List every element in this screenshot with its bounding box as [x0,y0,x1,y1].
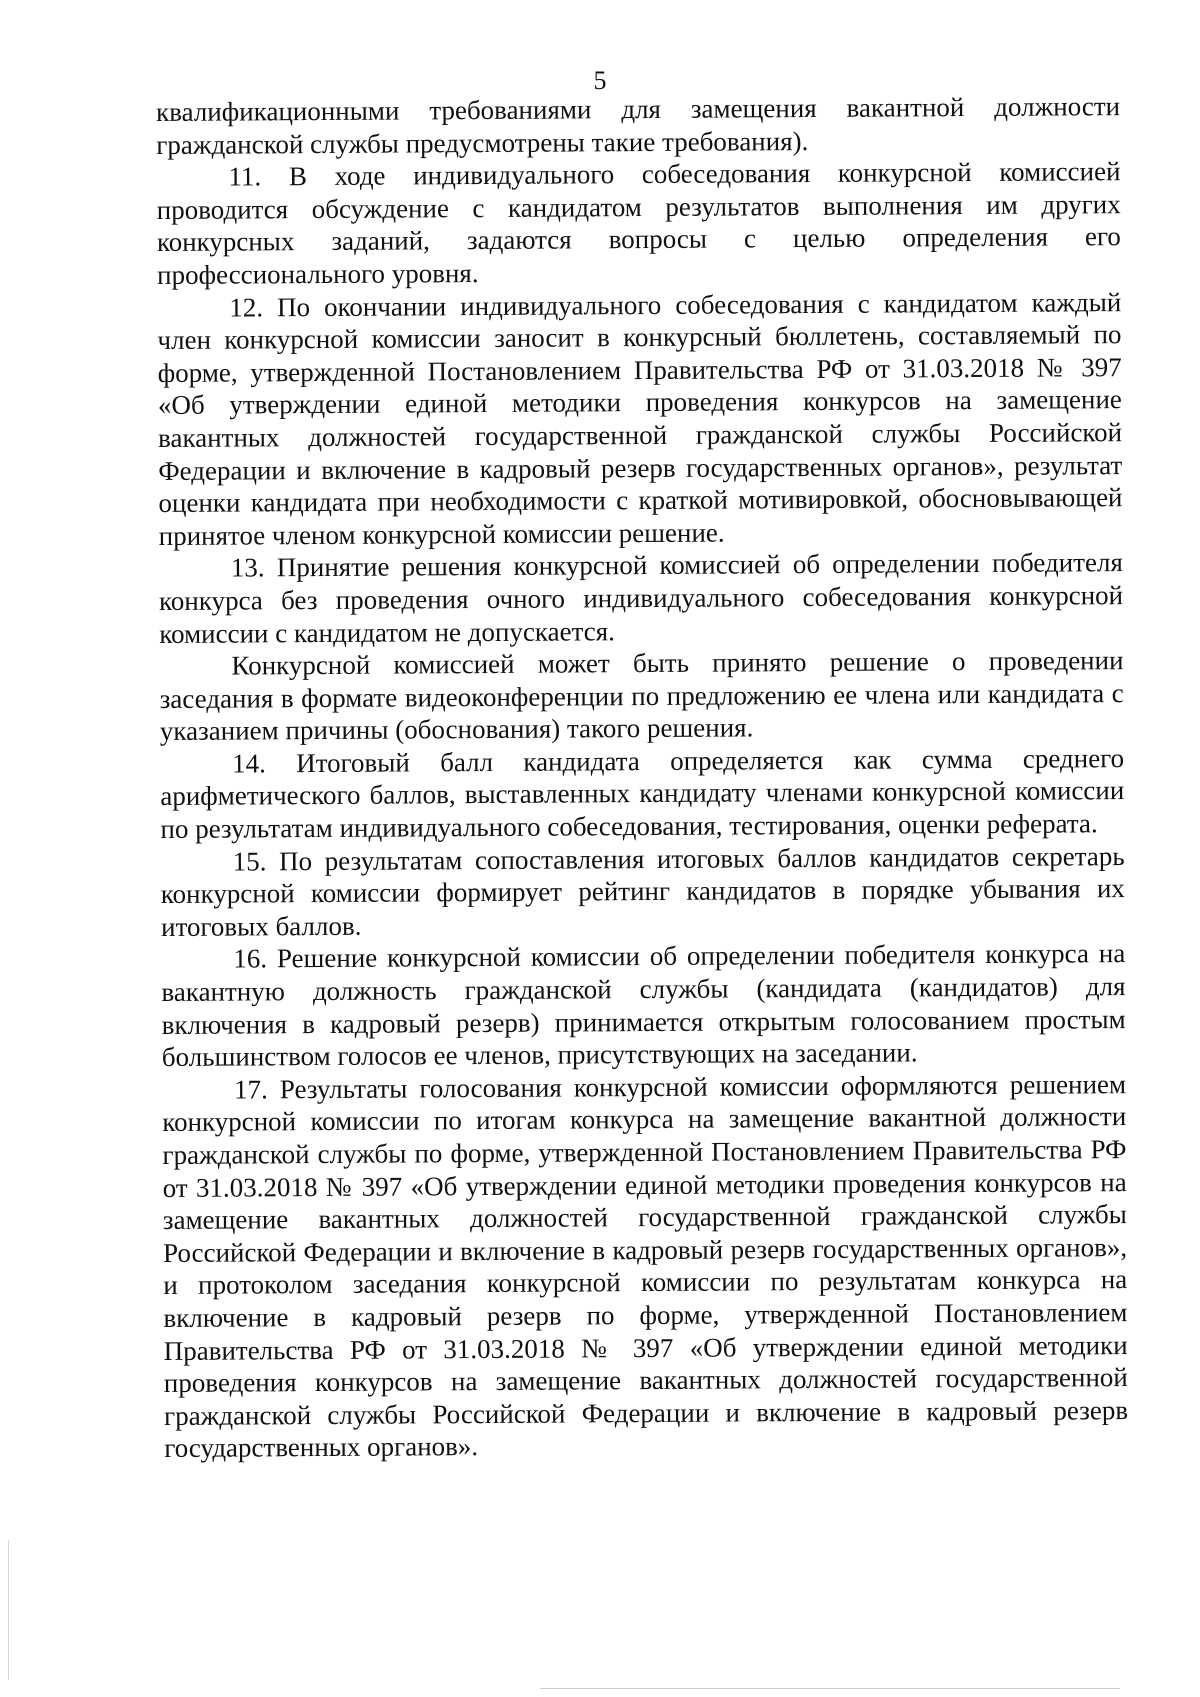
paragraph-15: 15. По результатам сопоставления итоговых баллов кандидатов секретарь конкурсной комиссии формирует рейтинг кандидатов в порядке убывания их итоговых баллов. [160,840,1125,942]
paragraph-14: 14. Итоговый балл кандидата определяется как сумма среднего арифметического баллов, выставленных кандидату членами конкурсной комиссии по результатам индивидуального собеседования, тестирования, оценки реферата. [160,742,1125,845]
scan-edge-left [8,1540,9,1680]
paragraph-12: 12. По окончании индивидуального собеседования с кандидатом каждый член конкурсной комиссии заносит в конкурсный бюллетень, составляемый по форме, утвержденной Постановлением Правительства РФ от 31.03.2018 № 397 «Об утверждении единой методики проведения конкурсов на замещение вакантных должностей государственной гражданской службы Российской Федерации и включение в кадровый резерв государственных органов», результат оценки кандидата при необходимости с краткой мотивировкой, обосновывающей принятое членом конкурсной комиссии решение. [157,286,1123,551]
paragraph-13: 13. Принятие решения конкурсной комиссией об определении победителя конкурса без проведения очного индивидуального собеседования конкурсной комиссии с кандидатом не допускается. [158,547,1124,649]
paragraph-13-continuation: Конкурсной комиссией может быть принято решение о проведении заседания в формате видеоконференции по предложению ее члена или кандидата с указанием причины (обоснования) такого решения. [159,645,1124,747]
paragraph-16: 16. Решение конкурсной комиссии об определении победителя конкурса на вакантную должность гражданской службы (кандидата (кандидатов) для включения в кадровый резерв) принимается открытым голосованием простым большинством голосов ее членов, присутствующих на заседании. [161,938,1126,1073]
paragraph-17: 17. Результаты голосования конкурсной комиссии оформляются решением конкурсной комиссии по итогам конкурса на замещение вакантной должности гражданской службы по форме, утвержденной Постановлением Правительства РФ от 31.03.2018 № 397 «Об утверждении единой методики проведения конкурсов на замещение вакантных должностей государственной гражданской службы Российской Федерации и включение в кадровый резерв государственных органов», и протоколом заседания конкурсной комиссии по результатам конкурса на включение в кадровый резерв по форме, утвержденной Постановлением Правительства РФ от 31.03.2018 № 397 «Об утверждении единой методики проведения конкурсов на замещение вакантных должностей государственной гражданской службы Российской Федерации и включение в кадровый резерв государственных органов». [162,1068,1129,1464]
page-number: 5 [593,66,607,95]
paragraph-11: 11. В ходе индивидуального собеседования конкурсной комиссией проводится обсуждение с кандидатом результатов выполнения им других конкурсных заданий, задаются вопросы с целью определения его профессионального уровня. [156,156,1121,290]
scan-edge-bottom [540,1688,1120,1689]
document-body [156,90,1128,1465]
paragraph-continuation: квалификационными требованиями для замещения вакантной должности гражданской службы предусмотрены такие требования). [156,91,1121,160]
